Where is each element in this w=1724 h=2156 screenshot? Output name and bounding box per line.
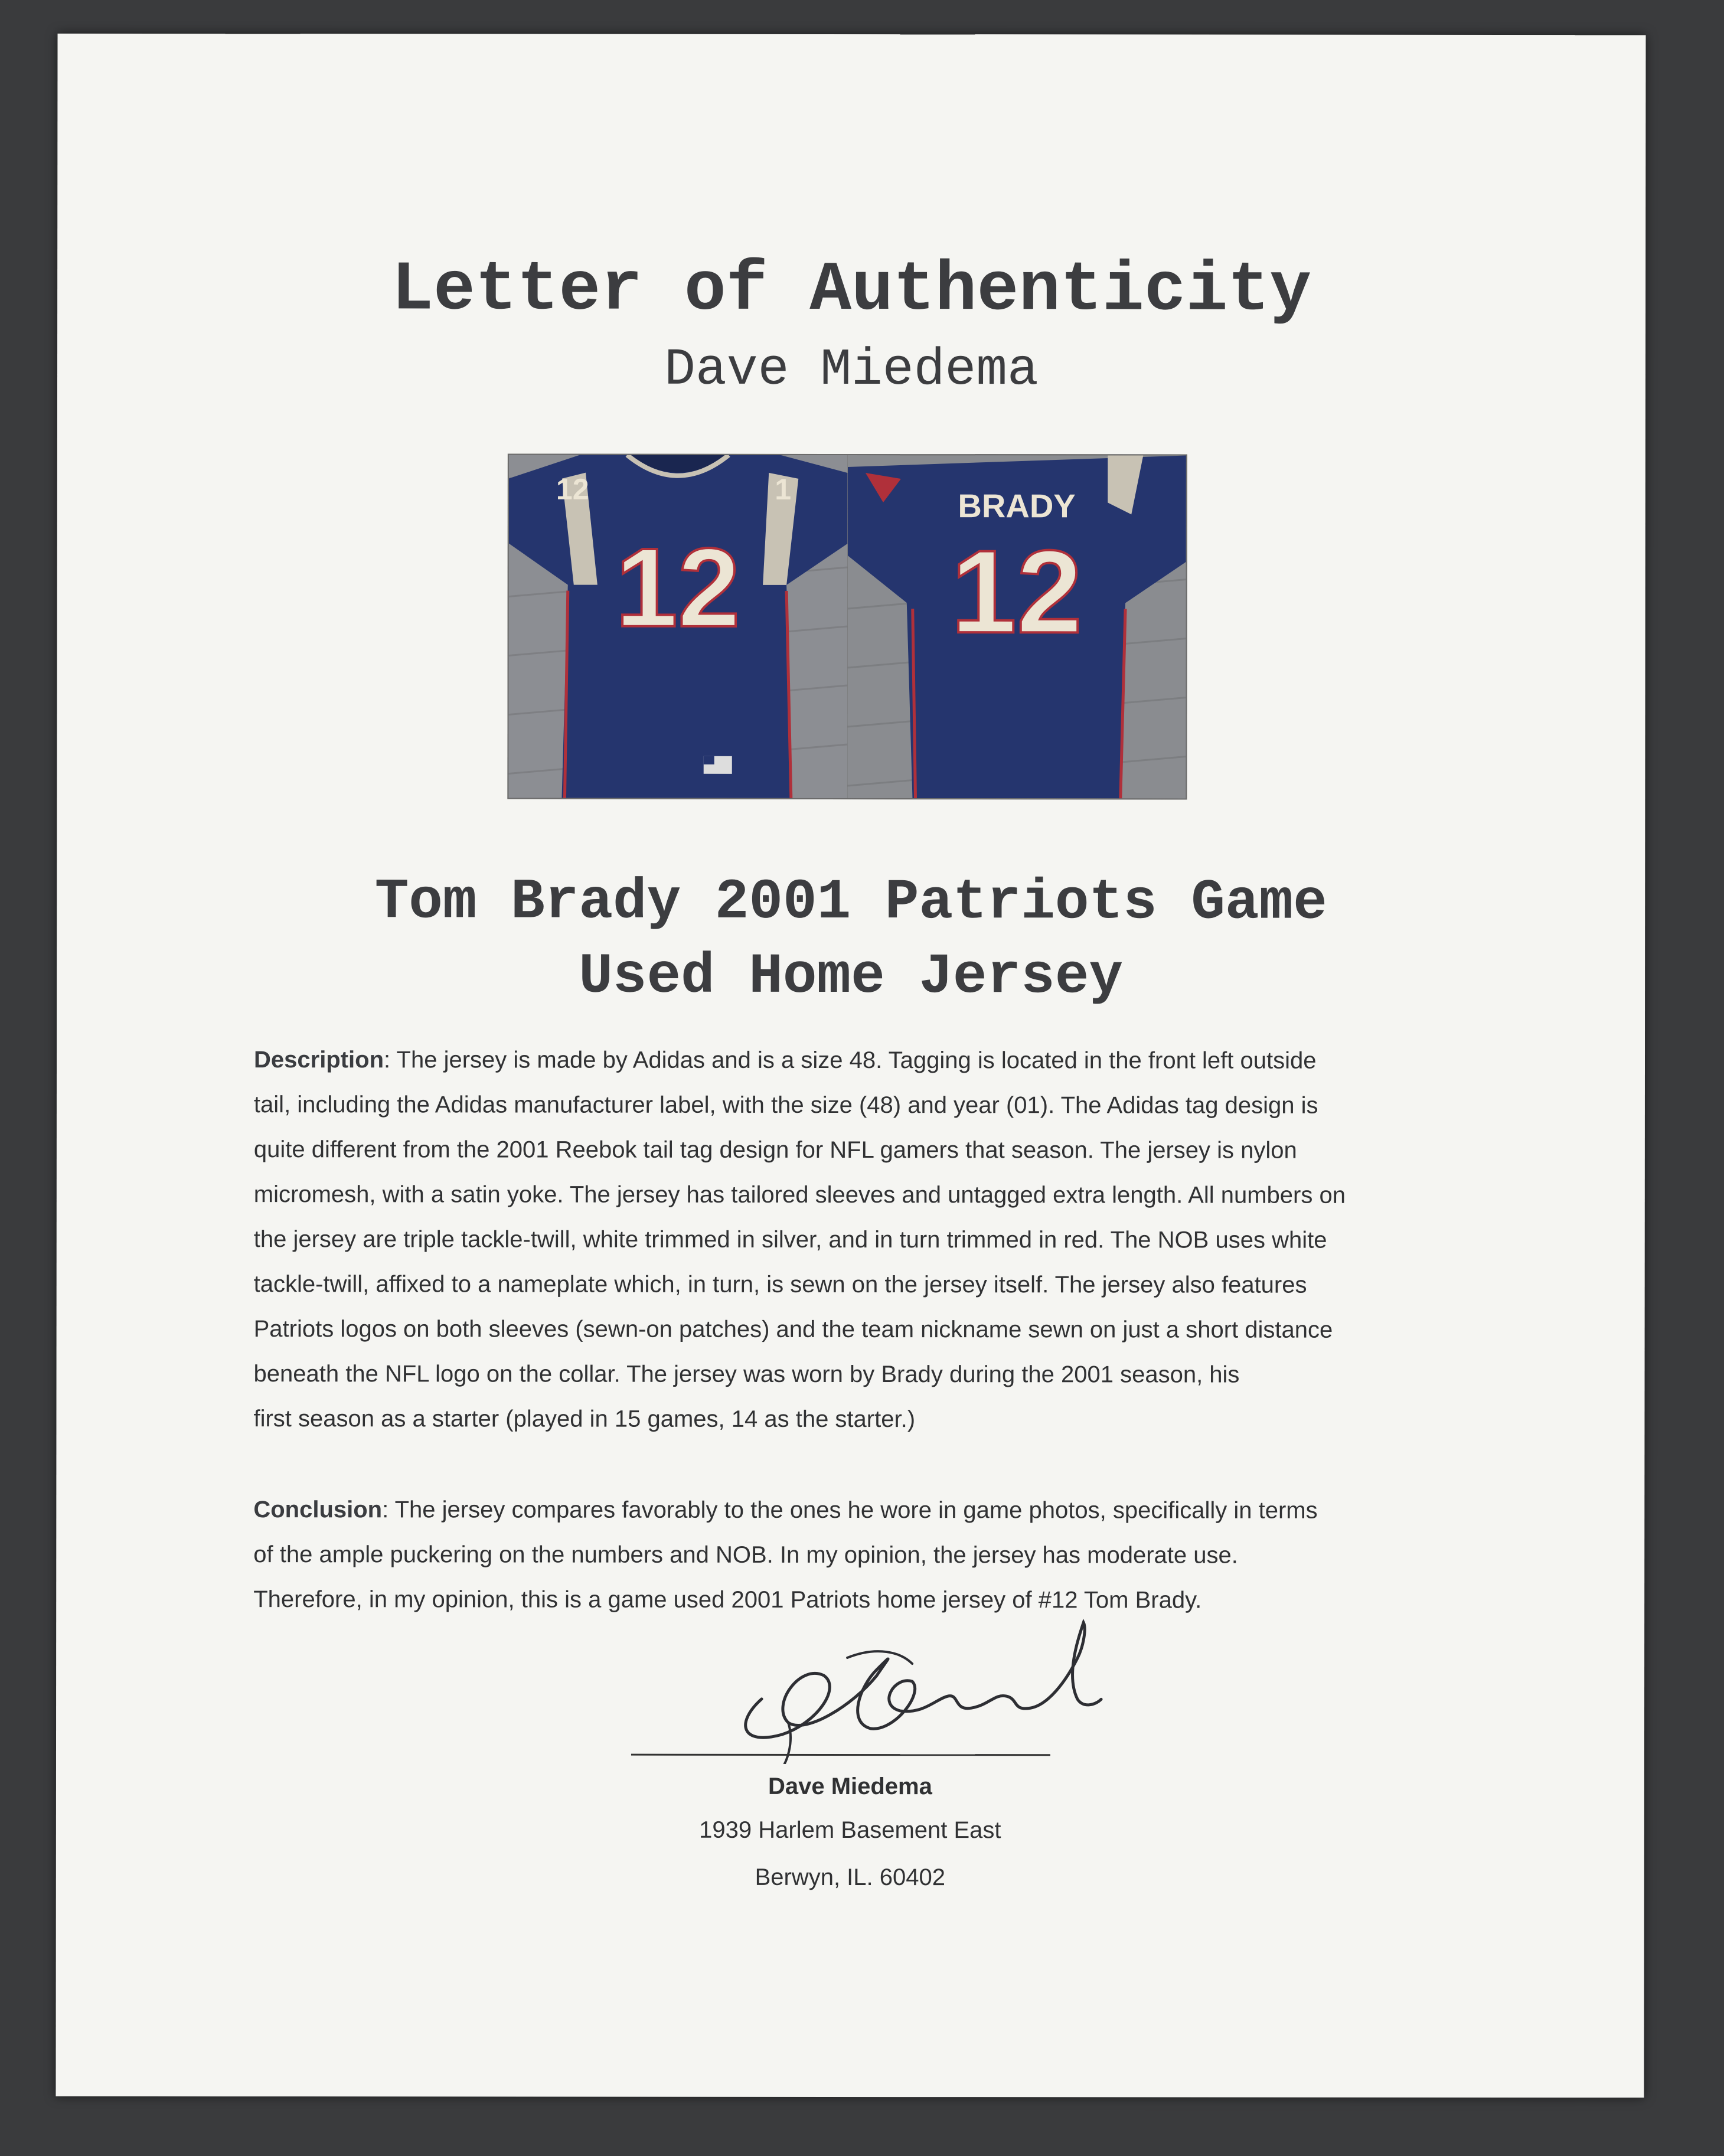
letter-heading-line2: Used Home Jersey	[579, 944, 1124, 1010]
description-line-9: first season as a starter (played in 15 games, 14 as the starter.)	[253, 1406, 916, 1433]
address-line-2: Berwyn, IL. 60402	[755, 1864, 946, 1891]
jersey-front-photo	[508, 455, 847, 798]
letter-paper	[55, 34, 1645, 2098]
address-line-1: 1939 Harlem Basement East	[699, 1817, 1001, 1844]
conclusion-label: Conclusion	[253, 1497, 383, 1523]
conclusion-line-2: of the ample puckering on the numbers and NOB. In my opinion, the jersey has moderate use.	[253, 1541, 1238, 1569]
front-number: 12	[615, 525, 740, 651]
letter-heading-line1: Tom Brady 2001 Patriots Game	[374, 870, 1327, 935]
conclusion-line-3: Therefore, in my opinion, this is a game used 2001 Patriots home jersey of #12 Tom Brady.	[253, 1586, 1202, 1613]
back-name: BRADY	[957, 487, 1076, 525]
description-line-6: tackle-twill, affixed to a nameplate which, in turn, is sewn on the jersey itself. The jersey also features	[253, 1271, 1307, 1298]
letter-author: Dave Miedema	[664, 341, 1039, 400]
sleeve-number-right: 1	[775, 472, 792, 506]
signature-line	[631, 1754, 1050, 1756]
letter-title: Letter of Authenticity	[391, 251, 1312, 331]
description-line-8: beneath the NFL logo on the collar. The jersey was worn by Brady during the 2001 season, his	[253, 1361, 1240, 1388]
back-number: 12	[951, 526, 1082, 658]
description-line-4: micromesh, with a satin yoke. The jersey has tailored sleeves and untagged extra length. All numbers on	[253, 1181, 1346, 1208]
description-label: Description	[253, 1047, 384, 1073]
description-line-1: Description: The jersey is made by Adidas and is a size 48. Tagging is located in the front left outside	[253, 1047, 1317, 1074]
signer-name: Dave Miedema	[768, 1773, 932, 1800]
signature	[700, 1587, 1148, 1765]
description-line-2: tail, including the Adidas manufacturer label, with the size (48) and year (01). The Adidas tag design is	[253, 1092, 1318, 1119]
conclusion-line-1: Conclusion: The jersey compares favorably to the ones he wore in game photos, specifically in terms	[253, 1497, 1318, 1524]
sleeve-number-left: 12	[556, 472, 589, 506]
description-paragraph	[253, 1037, 1503, 1442]
description-line-3: quite different from the 2001 Reebok tail tag design for NFL gamers that season. The jersey is nylon	[253, 1136, 1297, 1164]
jersey-photos	[507, 453, 1187, 799]
jersey-back-photo	[847, 455, 1186, 799]
description-line-5: the jersey are triple tackle-twill, white trimmed in silver, and in turn trimmed in red. The NOB uses white	[253, 1226, 1327, 1253]
description-line-7: Patriots logos on both sleeves (sewn-on patches) and the team nickname sewn on just a short distance	[253, 1316, 1333, 1343]
